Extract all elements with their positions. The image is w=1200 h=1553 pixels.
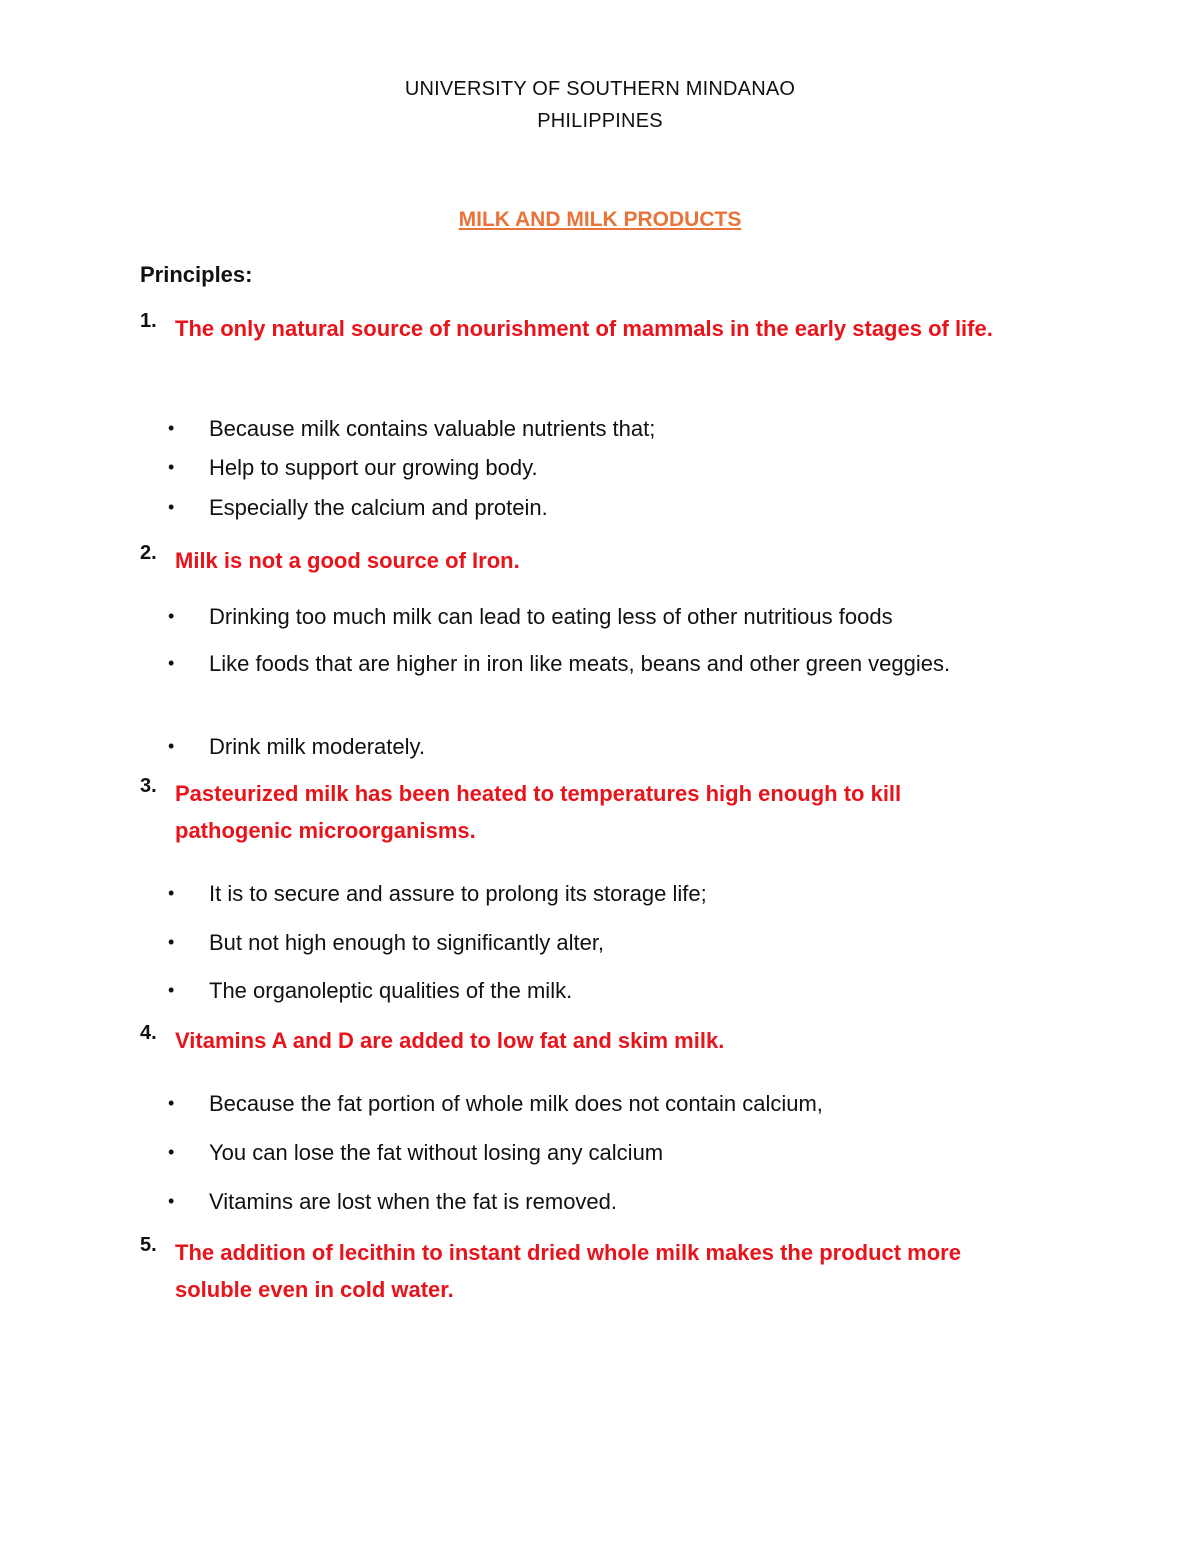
bullet-text: But not high enough to significantly alter, [209,930,605,955]
principles-label: Principles: [140,262,253,287]
principle-number: 1. [140,310,157,332]
bullet-icon: • [168,1191,175,1211]
country-name: PHILIPPINES [537,110,663,132]
bullet-text: Drinking too much milk can lead to eating less of other nutritious foods [209,604,893,629]
bullet-text: Because milk contains valuable nutrients that; [209,416,656,441]
bullet-text: The organoleptic qualities of the milk. [209,978,573,1003]
principle-number: 2. [140,542,157,564]
bullet-text: Because the fat portion of whole milk does not contain calcium, [209,1091,823,1116]
principle-text: Vitamins A and D are added to low fat and skim milk. [175,1028,725,1053]
principle-number: 4. [140,1022,157,1044]
principle-text: The only natural source of nourishment of mammals in the early stages of life. [175,316,993,341]
bullet-icon: • [168,457,175,477]
document-title: MILK AND MILK PRODUCTS [458,208,742,231]
bullet-icon: • [168,653,175,673]
bullet-text: It is to secure and assure to prolong its storage life; [209,881,707,906]
university-name: UNIVERSITY OF SOUTHERN MINDANAO [404,78,796,100]
bullet-text: You can lose the fat without losing any calcium [209,1140,664,1165]
bullet-text: Especially the calcium and protein. [209,495,548,520]
bullet-text: Help to support our growing body. [209,455,538,480]
principle-text: The addition of lecithin to instant dried whole milk makes the product more soluble even in cold water. [175,1240,961,1302]
principle-text: Pasteurized milk has been heated to temperatures high enough to kill pathogenic microorganisms. [175,781,902,843]
principle-number: 3. [140,775,157,797]
bullet-icon: • [168,497,175,517]
bullet-icon: • [168,418,175,438]
principle-number: 5. [140,1234,157,1256]
bullet-icon: • [168,883,175,903]
principle-text: Milk is not a good source of Iron. [175,548,520,573]
bullet-text: Vitamins are lost when the fat is removed. [209,1189,618,1214]
bullet-icon: • [168,736,175,756]
bullet-icon: • [168,606,175,626]
bullet-icon: • [168,932,175,952]
bullet-text: Drink milk moderately. [209,734,425,759]
bullet-icon: • [168,980,175,1000]
bullet-icon: • [168,1093,175,1113]
bullet-text: Like foods that are higher in iron like meats, beans and other green veggies. [209,651,951,676]
bullet-icon: • [168,1142,175,1162]
